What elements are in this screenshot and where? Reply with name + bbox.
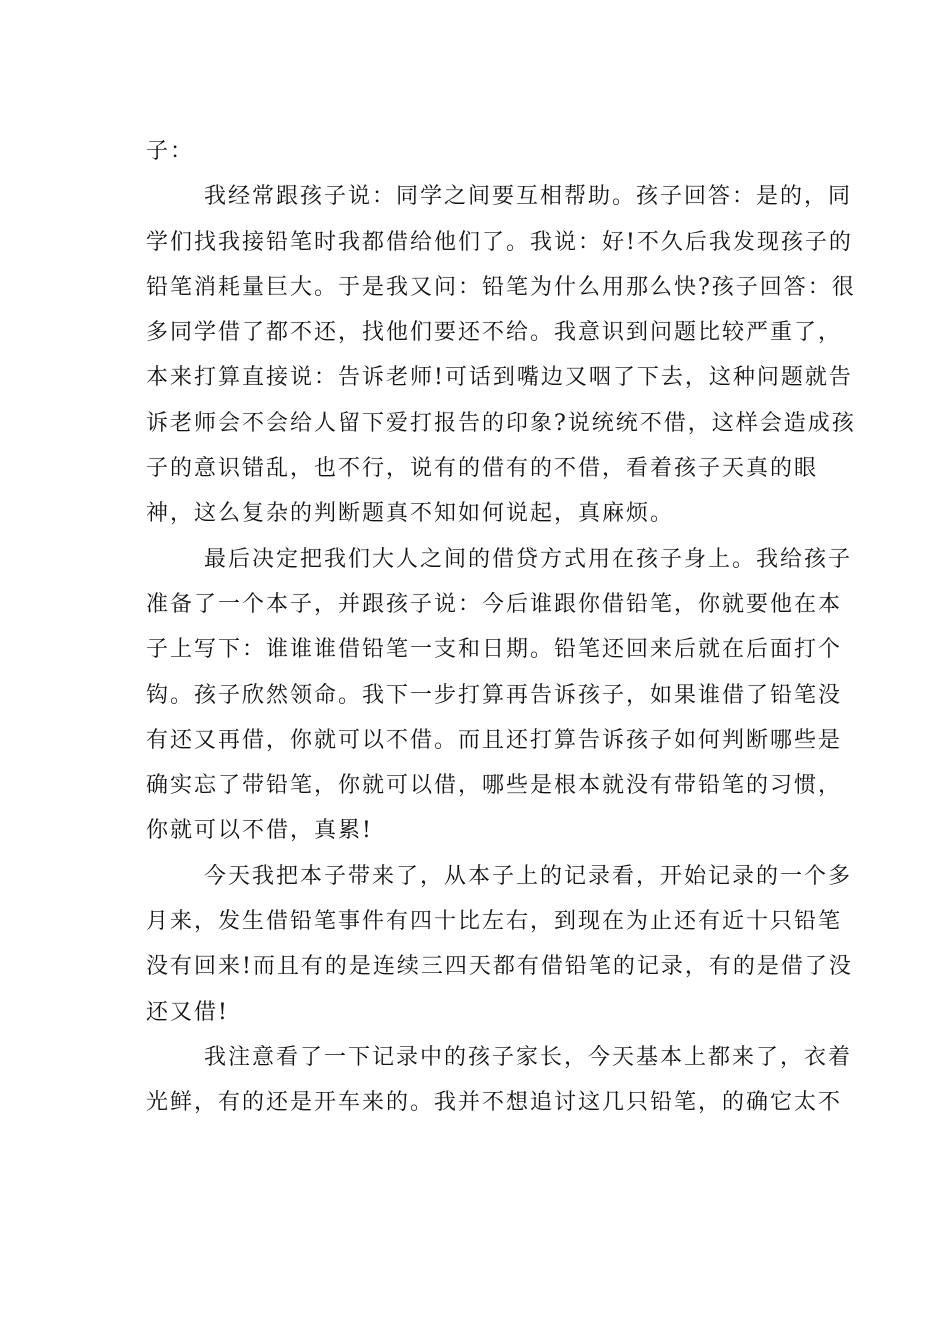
text-line: 子： (146, 139, 195, 164)
text-line: 确实忘了带铅笔，你就可以借，哪些是根本就没有带铅笔的习惯， (146, 773, 843, 799)
text-line: 学们找我接铅笔时我都借给他们了。我说：好!不久后我发现孩子的 (146, 229, 853, 255)
text-line: 神，这么复杂的判断题真不知如何说起，真麻烦。 (146, 501, 675, 527)
text-line: 我经常跟孩子说：同学之间要互相帮助。孩子回答：是的，同 (204, 184, 853, 210)
text-line: 还又借! (146, 999, 229, 1025)
paragraph-4 (146, 854, 853, 1035)
text-line: 准备了一个本子，并跟孩子说：今后谁跟你借铅笔，你就要他在本 (146, 591, 843, 617)
text-line: 光鲜，有的还是开车来的。我并不想追讨这几只铅笔，的确它太不 (146, 1090, 843, 1116)
text-line: 钩。孩子欣然领命。我下一步打算再告诉孩子，如果谁借了铅笔没 (146, 682, 843, 708)
paragraph-2 (146, 174, 856, 536)
paragraph-1 (146, 129, 806, 174)
text-line: 子的意识错乱，也不行，说有的借有的不借，看着孩子天真的眼 (146, 456, 819, 482)
text-line: 本来打算直接说：告诉老师!可话到嘴边又咽了下去，这种问题就告 (146, 365, 853, 391)
text-line: 你就可以不借，真累! (146, 818, 373, 844)
body-text (146, 129, 856, 1126)
paragraph-5 (146, 1035, 853, 1126)
text-line: 最后决定把我们大人之间的借贷方式用在孩子身上。我给孩子 (204, 546, 853, 572)
text-line: 月来，发生借铅笔事件有四十比左右，到现在为止还有近十只铅笔 (146, 909, 843, 935)
text-line: 多同学借了都不还，找他们要还不给。我意识到问题比较严重了， (146, 320, 843, 346)
text-line: 今天我把本子带来了，从本子上的记录看，开始记录的一个多 (204, 863, 853, 889)
text-line: 子上写下：谁谁谁借铅笔一支和日期。铅笔还回来后就在后面打个 (146, 637, 843, 663)
paragraph-3 (146, 537, 853, 854)
text-line: 我注意看了一下记录中的孩子家长，今天基本上都来了，衣着 (204, 1044, 853, 1070)
text-line: 没有回来!而且有的是连续三四天都有借铅笔的记录，有的是借了没 (146, 954, 853, 980)
text-line: 有还又再借，你就可以不借。而且还打算告诉孩子如何判断哪些是 (146, 727, 843, 753)
text-line: 诉老师会不会给人留下爱打报告的印象?说统统不借，这样会造成孩 (146, 410, 856, 436)
text-line: 铅笔消耗量巨大。于是我又问：铅笔为什么用那么快?孩子回答：很 (146, 274, 856, 300)
